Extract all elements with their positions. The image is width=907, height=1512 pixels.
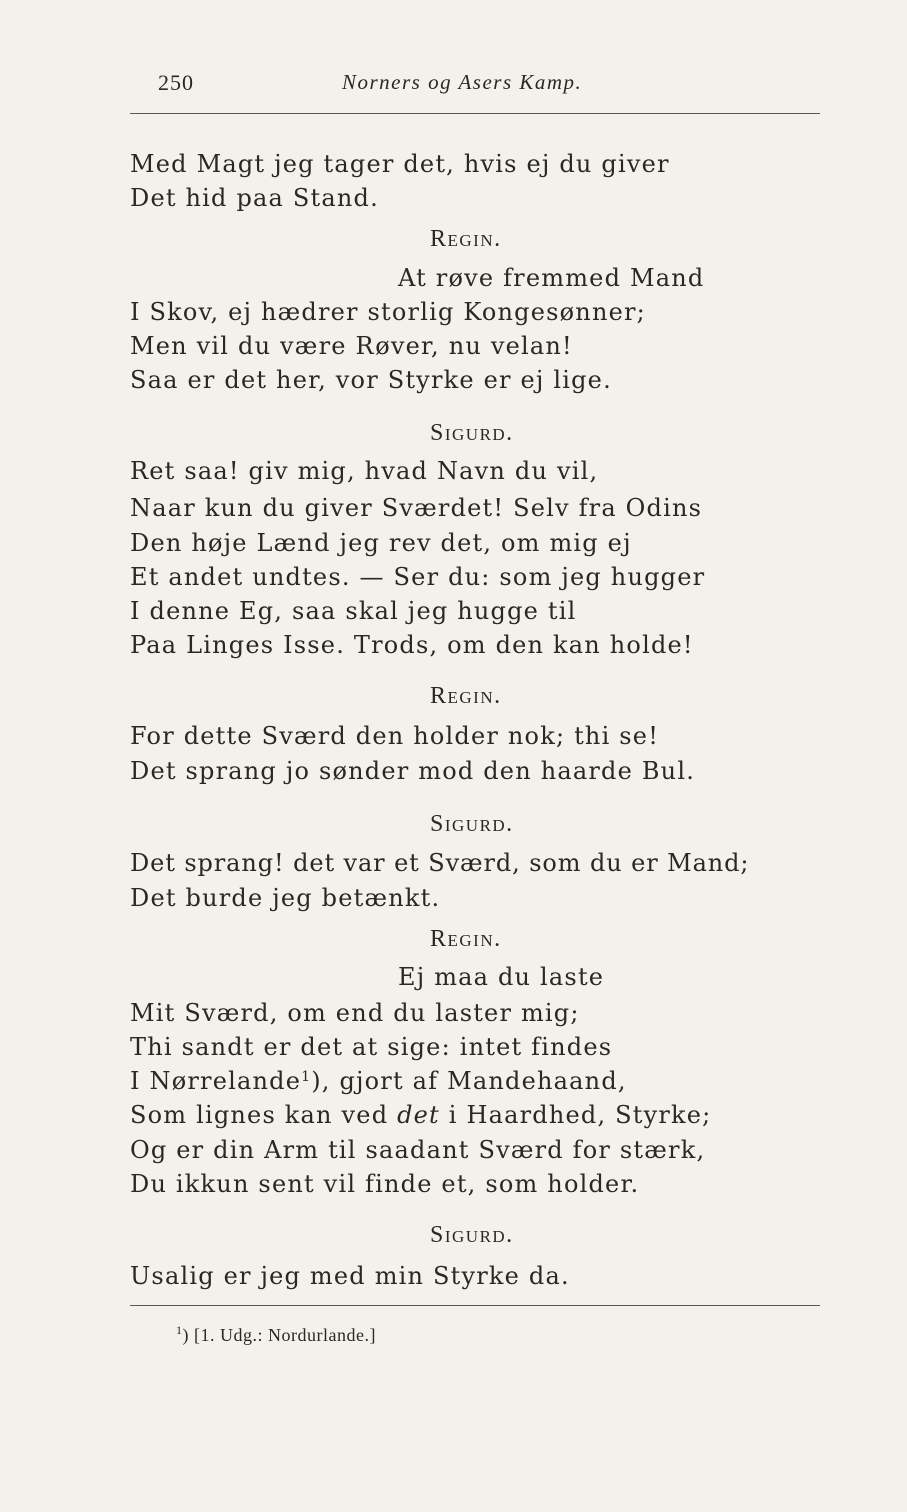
verse-line: Det sprang! det var et Sværd, som du er Mand; <box>130 849 750 877</box>
footnote-rule <box>130 1305 820 1306</box>
verse-line: Ret saa! giv mig, hvad Navn du vil, <box>130 457 599 485</box>
verse-line: Saa er det her, vor Styrke er ej lige. <box>130 366 612 394</box>
verse-line: Ej maa du laste <box>398 963 605 991</box>
speaker-label: Regin. <box>430 226 502 252</box>
verse-line: At røve fremmed Mand <box>398 264 705 292</box>
footnote-text: ) [1. Udg.: Nordurlande.] <box>182 1325 376 1345</box>
page-number: 250 <box>158 70 194 95</box>
footnote-mark: 1 <box>176 1323 183 1337</box>
header-rule <box>130 113 820 114</box>
footnote <box>176 1323 376 1346</box>
speaker-label: Sigurd. <box>430 420 514 446</box>
verse-line: Det hid paa Stand. <box>130 184 379 212</box>
verse-line: Du ikkun sent vil finde et, som holder. <box>130 1170 640 1198</box>
verse-line: Den høje Lænd jeg rev det, om mig ej <box>130 529 632 557</box>
running-title: Norners og Asers Kamp. <box>342 70 583 94</box>
speaker-label: Regin. <box>430 683 502 709</box>
verse-line: Usalig er jeg med min Styrke da. <box>130 1262 570 1290</box>
verse-line: Thi sandt er det at sige: intet findes <box>130 1033 613 1061</box>
verse-line: I denne Eg, saa skal jeg hugge til <box>130 597 577 625</box>
emphasis-text: det <box>397 1101 440 1129</box>
verse-line: Men vil du være Røver, nu velan! <box>130 332 573 360</box>
verse-line: For dette Sværd den holder nok; thi se! <box>130 722 660 750</box>
verse-line: Og er din Arm til saadant Sværd for stærk, <box>130 1136 706 1164</box>
verse-line: Et andet undtes. — Ser du: som jeg hugger <box>130 563 706 591</box>
verse-text: i Haardhed, Styrke; <box>439 1101 712 1129</box>
verse-line: Paa Linges Isse. Trods, om den kan holde! <box>130 631 694 659</box>
verse-line <box>130 1067 627 1095</box>
footnote-ref: 1 <box>301 1069 312 1085</box>
verse-line: Det burde jeg betænkt. <box>130 884 441 912</box>
verse-line: Mit Sværd, om end du laster mig; <box>130 999 580 1027</box>
verse-text: ), gjort af Mandehaand, <box>311 1067 627 1095</box>
page-header <box>130 70 820 104</box>
verse-line: I Skov, ej hædrer storlig Kongesønner; <box>130 298 646 326</box>
speaker-label: Sigurd. <box>430 811 514 837</box>
verse-line <box>130 1101 711 1129</box>
verse-line: Naar kun du giver Sværdet! Selv fra Odins <box>130 494 703 522</box>
verse-text: Som lignes kan ved <box>130 1101 398 1129</box>
speaker-label: Sigurd. <box>430 1222 514 1248</box>
verse-line: Det sprang jo sønder mod den haarde Bul. <box>130 757 696 785</box>
verse-text: I Nørrelande <box>130 1067 302 1095</box>
verse-line: Med Magt jeg tager det, hvis ej du giver <box>130 150 670 178</box>
speaker-label: Regin. <box>430 926 502 952</box>
